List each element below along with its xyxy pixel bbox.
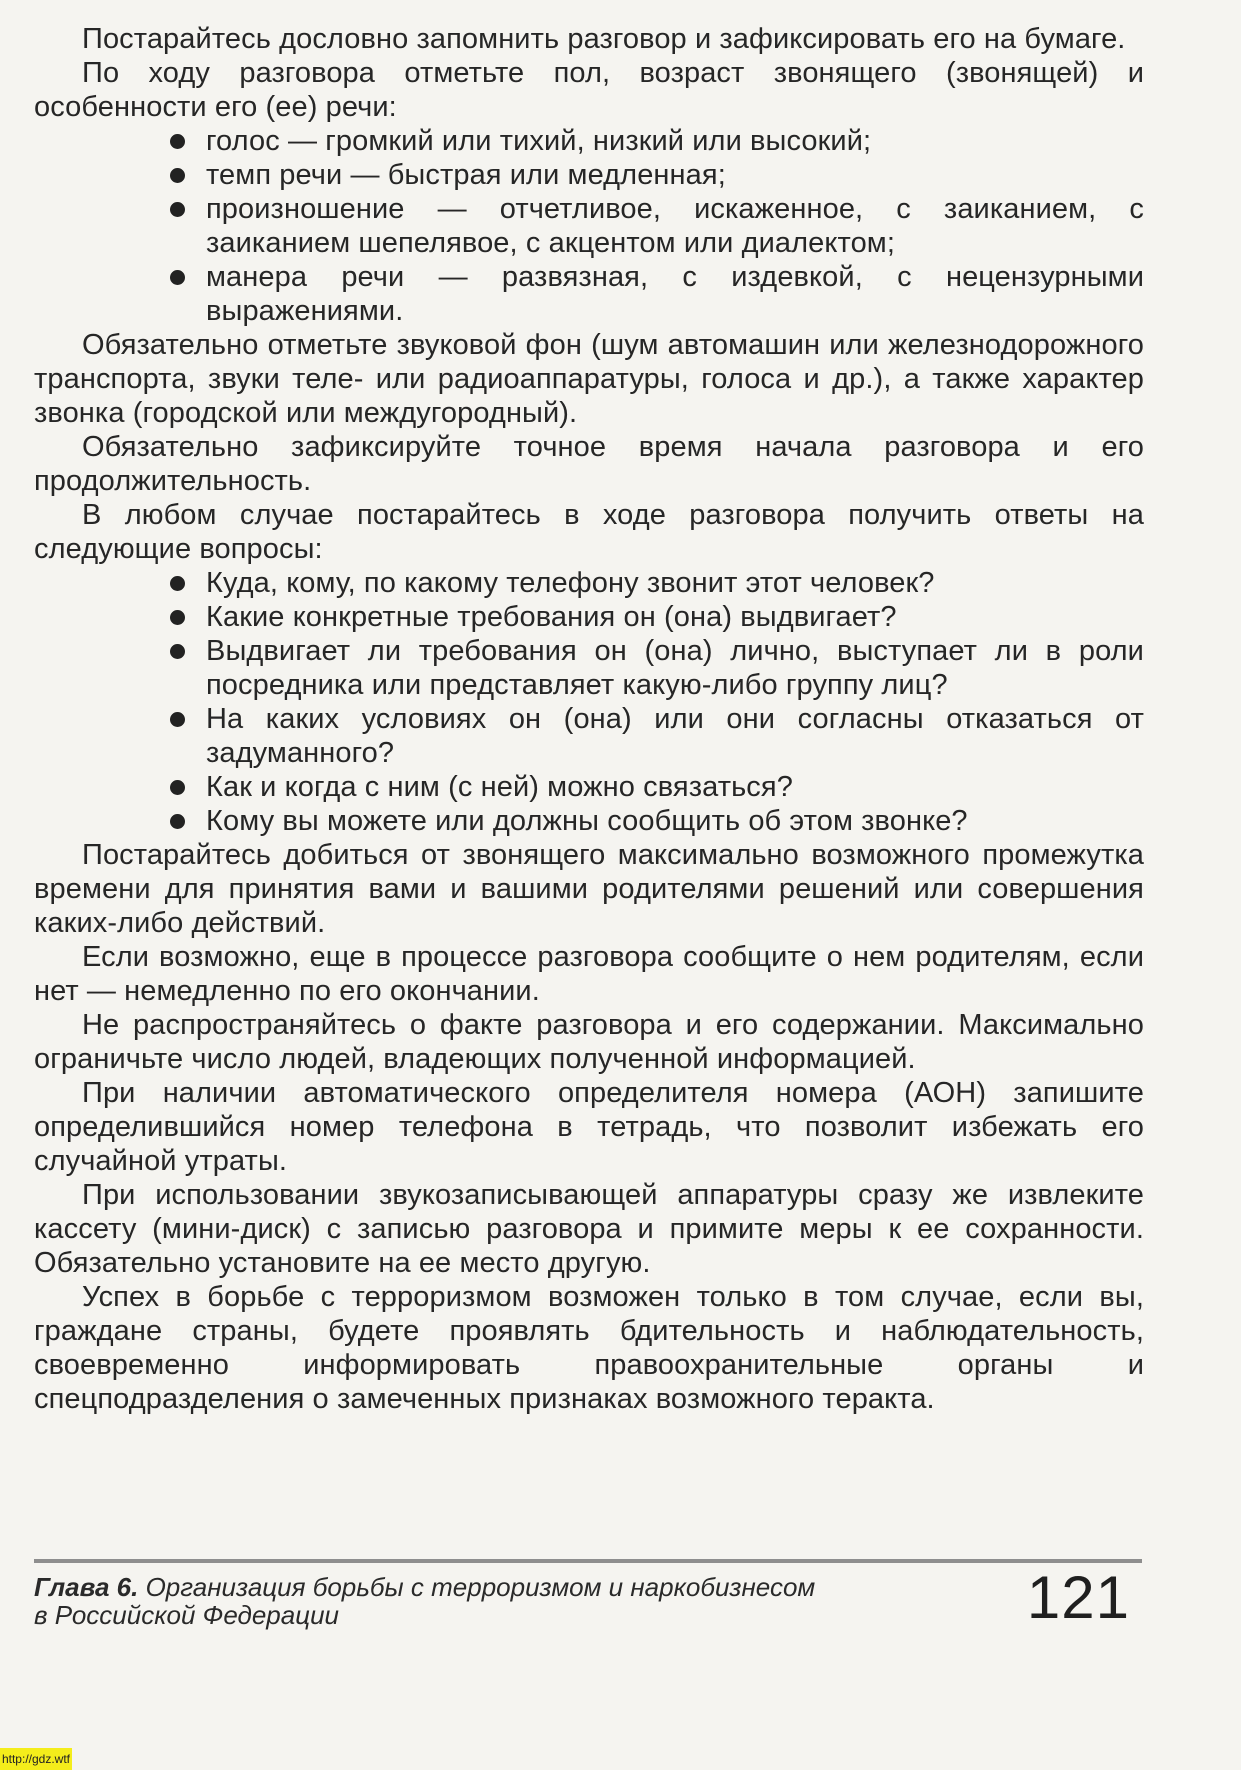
list-item	[206, 600, 1144, 634]
list-item-text: манера речи — развязная, с издевкой, с нецензурными выражениями.	[206, 261, 1144, 327]
chapter-label: Глава 6.	[34, 1572, 139, 1602]
paragraph: При использовании звукозаписывающей аппаратуры сразу же извлеките кассету (мини-диск) с записью разговора и примите меры к ее сохранности. Обязательно установите на ее место другую.	[34, 1179, 1144, 1279]
paragraph: Обязательно зафиксируйте точное время начала разговора и его продолжительность.	[34, 431, 1144, 497]
watermark-link[interactable]: http://gdz.wtf	[0, 1748, 72, 1770]
footer-divider	[34, 1559, 1142, 1563]
bullet-icon	[170, 134, 185, 149]
bullet-icon	[170, 168, 185, 183]
paragraph: Обязательно отметьте звуковой фон (шум автомашин или железнодорожного транспорта, звуки теле- или радиоаппаратуры, голоса и др.), а также характер звонка (городской или междугородный).	[34, 329, 1144, 429]
bullet-icon	[170, 644, 185, 659]
page-number: 121	[1026, 1564, 1130, 1631]
bullet-icon	[170, 610, 185, 625]
list-item	[206, 192, 1144, 260]
bullet-icon	[170, 576, 185, 591]
questions-list	[34, 566, 1144, 838]
list-item	[206, 260, 1144, 328]
speech-features-list	[34, 124, 1144, 328]
paragraph: Постарайтесь дословно запомнить разговор и зафиксировать его на бумаге.	[82, 23, 1126, 55]
paragraph: По ходу разговора отметьте пол, возраст звонящего (звонящей) и особенности его (ее) речи:	[34, 57, 1144, 123]
list-item-text: На каких условиях он (она) или они согласны отказаться от задуманного?	[206, 703, 1144, 769]
bullet-icon	[170, 780, 185, 795]
list-item-text: Кому вы можете или должны сообщить об этом звонке?	[206, 805, 968, 837]
list-item-text: Выдвигает ли требования он (она) лично, выступает ли в роли посредника или представляет какую-либо группу лиц?	[206, 635, 1144, 701]
bullet-icon	[170, 712, 185, 727]
paragraph: В любом случае постарайтесь в ходе разговора получить ответы на следующие вопросы:	[34, 499, 1144, 565]
list-item	[206, 566, 1144, 600]
paragraph: Успех в борьбе с терроризмом возможен только в том случае, если вы, граждане страны, будете проявлять бдительность и наблюдательность, своевременно информировать правоохранительные органы и спецподразделения о замеченных признаках возможного теракта.	[34, 1281, 1144, 1415]
list-item	[206, 702, 1144, 770]
page-footer	[34, 1559, 1142, 1669]
paragraph: Если возможно, еще в процессе разговора сообщите о нем родителям, если нет — немедленно по его окончании.	[34, 941, 1144, 1007]
paragraph: Постарайтесь добиться от звонящего максимально возможного промежутка времени для принятия вами и вашими родителями решений или совершения каких-либо действий.	[34, 839, 1144, 939]
paragraph: При наличии автоматического определителя номера (АОН) запишите определившийся номер телефона в тетрадь, что позволит избежать его случайной утраты.	[34, 1077, 1144, 1177]
bullet-icon	[170, 202, 185, 217]
list-item-text: голос — громкий или тихий, низкий или высокий;	[206, 125, 872, 157]
list-item-text: произношение — отчетливое, искаженное, с заиканием, с заиканием шепелявое, с акцентом или диалектом;	[206, 193, 1144, 259]
chapter-title-line1: Организация борьбы с терроризмом и наркобизнесом	[145, 1572, 816, 1602]
list-item-text: темп речи — быстрая или медленная;	[206, 159, 726, 191]
list-item-text: Как и когда с ним (с ней) можно связаться?	[206, 771, 793, 803]
list-item	[206, 770, 1144, 804]
list-item	[206, 634, 1144, 702]
page-body	[34, 22, 1144, 1416]
list-item	[206, 124, 1144, 158]
list-item-text: Какие конкретные требования он (она) выдвигает?	[206, 601, 897, 633]
bullet-icon	[170, 270, 185, 285]
list-item-text: Куда, кому, по какому телефону звонит этот человек?	[206, 567, 935, 599]
bullet-icon	[170, 814, 185, 829]
list-item	[206, 804, 1144, 838]
running-footer	[34, 1573, 954, 1629]
chapter-title-line2: в Российской Федерации	[34, 1600, 340, 1630]
paragraph: Не распространяйтесь о факте разговора и его содержании. Максимально ограничьте число людей, владеющих полученной информацией.	[34, 1009, 1144, 1075]
article-text	[34, 22, 1144, 1416]
list-item	[206, 158, 1144, 192]
